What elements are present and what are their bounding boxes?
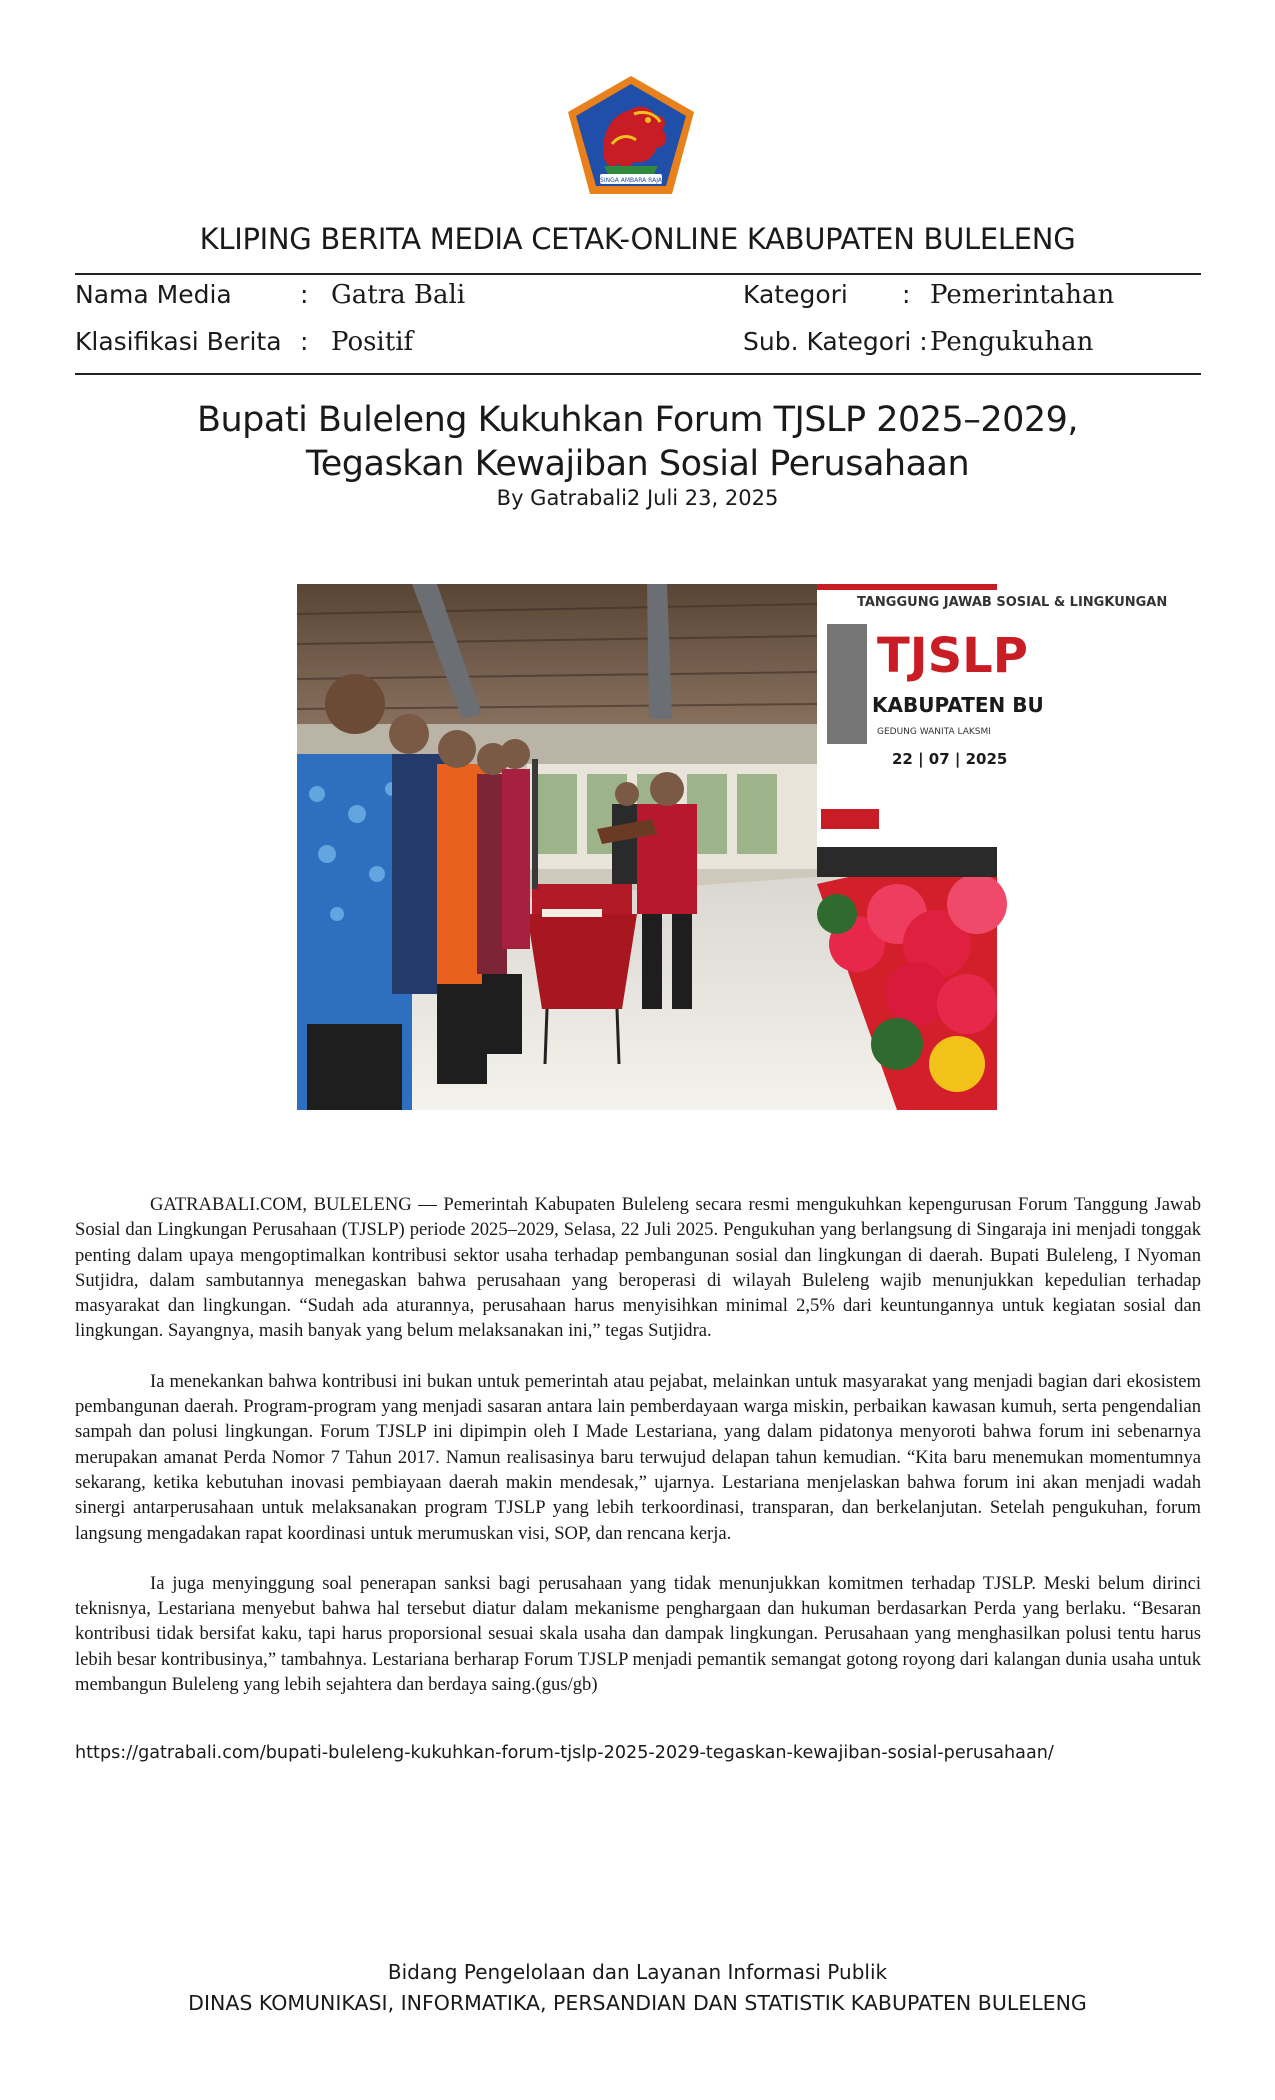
meta-row-2: [75, 327, 1201, 367]
kategori-label: Kategori: [743, 280, 848, 309]
logo-motto: SINGA AMBARA RAJA: [600, 177, 662, 184]
kategori-colon: :: [902, 280, 911, 309]
footer-agency-line: DINAS KOMUNIKASI, INFORMATIKA, PERSANDIAN DAN STATISTIK KABUPATEN BULELENG: [188, 1991, 1087, 2015]
header-rule-top: [75, 273, 1201, 275]
article-paragraph-3: Ia juga menyinggung soal penerapan sanksi bagi perusahaan yang tidak menunjukkan komitmen terhadap TJSLP. Meski belum dirinci teknisnya, Lestariana menyebut bahwa hal tersebut diatur dalam mekanisme penghargaan dan hukuman berdasarkan Perda yang berlaku. “Besaran kontribusi tidak bersifat kaku, tapi harus proporsional sesuai skala usaha dan dampak lingkungan. Perusahaan yang menghasilkan polusi tentu harus lebih besar kontribusinya,” tambahnya. Lestariana berharap Forum TJSLP menjadi pemantik semangat gotong royong dari kalangan dunia usaha untuk membangun Buleleng yang lebih sejahtera dan berdaya saing.(gus/gb): [75, 1572, 1201, 1696]
media-colon: :: [300, 280, 309, 309]
article-headline-line-1: Bupati Buleleng Kukuhkan Forum TJSLP 2025–2029,: [196, 400, 1079, 440]
media-value: Gatra Bali: [331, 280, 466, 310]
document-header-title: KLIPING BERITA MEDIA CETAK-ONLINE KABUPATEN BULELENG: [199, 222, 1076, 256]
sub-kategori-label: Sub. Kategori :: [743, 327, 928, 356]
article-paragraph-1: GATRABALI.COM, BULELENG — Pemerintah Kabupaten Buleleng secara resmi mengukuhkan kepengurusan Forum Tanggung Jawab Sosial dan Lingkungan Perusahaan (TJSLP) periode 2025–2029, Selasa, 22 Juli 2025. Pengukuhan yang berlangsung di Singaraja ini menjadi tonggak penting dalam upaya mengoptimalkan kontribusi sektor usaha terhadap pembangunan sosial dan lingkungan di daerah. Bupati Buleleng, I Nyoman Sutjidra, dalam sambutannya menegaskan bahwa perusahaan yang beroperasi di wilayah Buleleng wajib menunjukkan kepedulian terhadap masyarakat dan lingkungan. “Sudah ada aturannya, perusahaan harus menyisihkan minimal 2,5% dari keuntungannya untuk kegiatan sosial dan lingkungan. Sayangnya, masih banyak yang belum melaksanakan ini,” tegas Sutjidra.: [75, 1194, 1201, 1342]
article-headline-line-2: Tegaskan Kewajiban Sosial Perusahaan: [305, 444, 970, 484]
kategori-value: Pemerintahan: [930, 280, 1115, 310]
klasifikasi-value: Positif: [331, 327, 414, 357]
footer-department-line: Bidang Pengelolaan dan Layanan Informasi Publik: [387, 1960, 888, 1984]
regency-logo: [564, 74, 698, 200]
article-body: [75, 1192, 1201, 1722]
banner-date-text: 22 | 07 | 2025: [892, 750, 1008, 768]
meta-row-1: [75, 280, 1201, 320]
header-rule-bottom: [75, 373, 1201, 375]
banner-main-text: TJSLP: [877, 628, 1028, 684]
banner-venue-text: GEDUNG WANITA LAKSMI: [877, 727, 991, 737]
banner-top-text: TANGGUNG JAWAB SOSIAL & LINGKUNGAN: [857, 595, 1168, 610]
article-photo: [297, 584, 1168, 1110]
klasifikasi-colon: :: [300, 327, 309, 356]
source-url-link[interactable]: https://gatrabali.com/bupati-buleleng-kukuhkan-forum-tjslp-2025-2029-tegaskan-kewajiban-sosial-perusahaan/: [75, 1743, 1054, 1763]
banner-sub-text: KABUPATEN BU: [872, 693, 1044, 717]
media-label: Nama Media: [75, 280, 232, 309]
article-byline: By Gatrabali2 Juli 23, 2025: [496, 486, 779, 510]
article-paragraph-2: Ia menekankan bahwa kontribusi ini bukan untuk pemerintah atau pejabat, melainkan untuk masyarakat yang menjadi bagian dari ekosistem pembangunan daerah. Program-program yang menjadi sasaran antara lain pemberdayaan warga miskin, perbaikan kawasan kumuh, serta pengendalian sampah dan polusi lingkungan. Forum TJSLP ini dipimpin oleh I Made Lestariana, yang dalam pidatonya menyoroti bahwa forum ini sebenarnya merupakan amanat Perda Nomor 7 Tahun 2017. Namun realisasinya baru terwujud delapan tahun kemudian. “Kita baru menemukan momentumnya sekarang, ketika kebutuhan inovasi pembiayaan daerah makin mendesak,” ujarnya. Lestariana menjelaskan bahwa forum ini akan menjadi wadah sinergi antarperusahaan untuk melaksanakan program TJSLP yang lebih terkoordinasi, transparan, dan berkelanjutan. Setelah pengukuhan, forum langsung mengadakan rapat koordinasi untuk merumuskan visi, SOP, dan rencana kerja.: [75, 1370, 1201, 1544]
sub-kategori-value: Pengukuhan: [930, 327, 1094, 357]
klasifikasi-label: Klasifikasi Berita: [75, 327, 282, 356]
